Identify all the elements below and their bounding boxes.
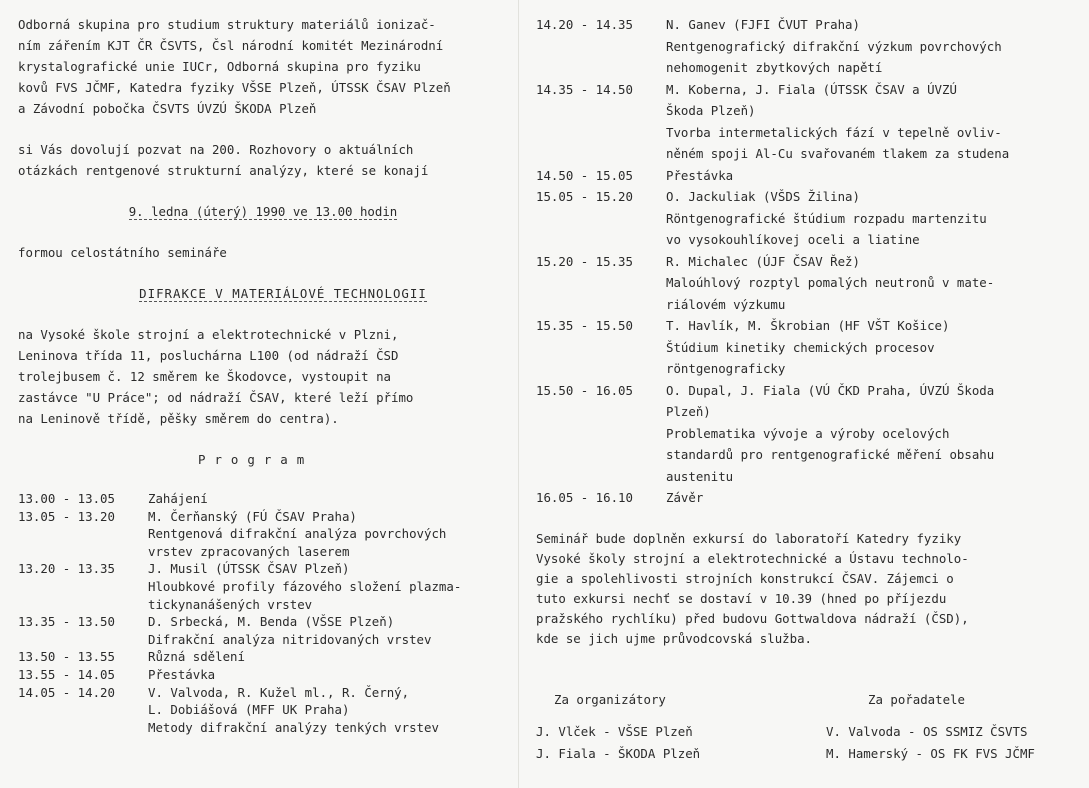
organizers-block <box>536 689 796 765</box>
program-row <box>536 315 1076 337</box>
venue-line: Leninova třída 11, posluchárna L100 (od nádraží ČSD <box>18 348 399 363</box>
program-line: Rentgenová difrakční analýza povrchových <box>148 526 447 542</box>
right-column <box>536 14 1076 765</box>
program-time: 16.05 - 16.10 <box>536 490 633 505</box>
seminar-title: DIFRAKCE V MATERIÁLOVÉ TECHNOLOGII <box>139 286 427 301</box>
program-row <box>18 508 508 526</box>
program-speaker: Přestávka <box>148 666 216 682</box>
program-row <box>536 380 1076 402</box>
program-time: 15.50 - 16.05 <box>536 382 633 398</box>
program-row <box>18 666 508 684</box>
invite-paragraph <box>18 139 508 181</box>
program-time: 14.50 - 15.05 <box>536 167 633 183</box>
program-row <box>536 165 1076 187</box>
program-time: 13.55 - 14.05 <box>18 666 115 682</box>
excursion-line: tuto exkursi nechť se dostaví v 10.39 (hned po příjezdu <box>536 590 947 606</box>
program-speaker: Přestávka <box>666 167 734 183</box>
program-speaker: Závěr <box>666 490 704 505</box>
program-row <box>536 79 1076 101</box>
organizer-signature: J. Fiala - ŠKODA Plzeň <box>536 745 701 761</box>
program-time: 13.20 - 13.35 <box>18 561 115 577</box>
host-signature: V. Valvoda - OS SSMIZ ČSVTS <box>826 723 1028 739</box>
program-line: L. Dobiášová (MFF UK Praha) <box>148 702 350 718</box>
program-time: 13.50 - 13.55 <box>18 649 115 665</box>
hosts-block <box>826 689 1076 765</box>
program-time: 15.05 - 15.20 <box>536 189 633 204</box>
program-line: Rentgenografický difrakční výzkum povrchových <box>666 38 1002 54</box>
program-row <box>536 186 1076 208</box>
fold-divider <box>518 0 519 788</box>
program-speaker: T. Havlík, M. Škrobian (HF VŠT Košice) <box>666 318 950 333</box>
venue-line: trolejbusem č. 12 směrem ke Škodovce, vystoupit na <box>18 369 391 384</box>
program-time: 13.05 - 13.20 <box>18 508 115 524</box>
excursion-line: Seminář bude doplněn exkursí do laboratoří Katedry fyziky <box>536 530 962 546</box>
program-line: Problematika vývoje a výroby ocelových <box>666 425 950 441</box>
program-list-left <box>18 490 508 736</box>
program-line: tickynanášených vrstev <box>148 596 313 612</box>
program-row <box>18 684 508 702</box>
intro-line: kovů FVS JČMF, Katedra fyziky VŠSE Plzeň, ÚTSSK ČSAV Plzeň <box>18 80 451 95</box>
program-line: vo vysokouhlíkovej oceli a liatine <box>666 232 920 247</box>
date-line-wrap <box>18 201 508 222</box>
program-heading: Program <box>198 452 314 467</box>
hosts-heading: Za pořadatele <box>868 691 965 707</box>
program-line: Tvorba intermetalických fází v tepelně ovliv- <box>666 124 1002 140</box>
seminar-title-wrap <box>18 283 508 304</box>
host-signature: M. Hamerský - OS FK FVS JČMF <box>826 745 1035 761</box>
program-line: Maloúhlový rozptyl pomalých neutronů v mate- <box>666 275 995 290</box>
program-time: 13.35 - 13.50 <box>18 614 115 630</box>
excursion-line: Vysoké školy strojní a elektrotechnické a Ústavu technolo- <box>536 550 969 566</box>
program-time: 14.35 - 14.50 <box>536 81 633 97</box>
program-speaker: R. Michalec (ÚJF ČSAV Řež) <box>666 253 860 269</box>
program-line: Difrakční analýza nitridovaných vrstev <box>148 631 432 647</box>
program-row <box>536 251 1076 273</box>
program-speaker: V. Valvoda, R. Kužel ml., R. Černý, <box>148 684 410 700</box>
program-line: Hloubkové profily fázového složení plazma- <box>148 578 462 594</box>
venue-line: na Vysoké škole strojní a elektrotechnické v Plzni, <box>18 327 399 342</box>
program-speaker: D. Srbecká, M. Benda (VŠSE Plzeň) <box>148 614 395 630</box>
form-line: formou celostátního semináře <box>18 245 227 260</box>
program-row <box>536 487 1076 509</box>
program-row <box>18 613 508 631</box>
left-column <box>18 14 508 736</box>
organizer-signature: J. Vlček - VŠSE Plzeň <box>536 723 693 739</box>
program-row <box>18 560 508 578</box>
program-line: něném spoji Al-Cu svařovaném tlakem za studena <box>666 146 1010 161</box>
intro-line: ním zářením KJT ČR ČSVTS, Čsl národní komitét Mezinárodní <box>18 38 444 53</box>
program-line: Röntgenografické štúdium rozpadu martenzitu <box>666 210 987 226</box>
invite-line: si Vás dovolují pozvat na 200. Rozhovory o aktuálních <box>18 142 414 157</box>
program-time: 14.05 - 14.20 <box>18 684 115 700</box>
program-line: Metody difrakční analýzy tenkých vrstev <box>148 719 439 735</box>
program-speaker: N. Ganev (FJFI ČVUT Praha) <box>666 17 860 32</box>
program-speaker: O. Jackuliak (VŠDS Žilina) <box>666 189 860 204</box>
program-line: standardů pro rentgenografické měření obsahu <box>666 447 995 462</box>
program-line: Štúdium kinetiky chemických procesov <box>666 339 935 355</box>
excursion-line: gie a spolehlivosti strojních konstrukcí ČSAV. Zájemci o <box>536 570 954 586</box>
intro-line: krystalografické unie IUCr, Odborná skupina pro fyziku <box>18 59 421 74</box>
organizers-heading: Za organizátory <box>554 691 666 707</box>
program-line: riálovém výzkumu <box>666 296 786 312</box>
program-time: 15.35 - 15.50 <box>536 318 633 333</box>
signatures <box>536 689 1076 765</box>
intro-line: Odborná skupina pro studium struktury materiálů ionizač- <box>18 17 436 32</box>
program-time: 14.20 - 14.35 <box>536 17 633 32</box>
excursion-line: pražského rychlíku) před budovu Gottwaldova nádraží (ČSD), <box>536 610 969 626</box>
excursion-line: kde se jich ujme průvodcovská služba. <box>536 630 813 646</box>
program-speaker: M. Koberna, J. Fiala (ÚTSSK ČSAV a ÚVZÚ <box>666 81 957 97</box>
program-line: röntgenograficky <box>666 361 786 376</box>
program-line: vrstev zpracovaných laserem <box>148 543 350 559</box>
excursion-paragraph <box>536 529 1076 649</box>
invite-line: otázkách rentgenové strukturní analýzy, které se konají <box>18 163 429 178</box>
venue-line: na Leninově třídě, pěšky směrem do centra). <box>18 411 339 426</box>
program-speaker: O. Dupal, J. Fiala (VÚ ČKD Praha, ÚVZÚ Škoda <box>666 382 995 398</box>
venue-paragraph <box>18 324 508 429</box>
program-time: 13.00 - 13.05 <box>18 491 115 506</box>
intro-paragraph <box>18 14 508 119</box>
program-speaker: Zahájení <box>148 491 208 506</box>
program-line: Škoda Plzeň) <box>666 103 756 118</box>
program-row <box>18 490 508 508</box>
date-line: 9. ledna (úterý) 1990 ve 13.00 hodin <box>128 204 398 219</box>
program-time: 15.20 - 15.35 <box>536 253 633 269</box>
program-line: austenitu <box>666 468 734 484</box>
program-row <box>18 648 508 666</box>
program-speaker: M. Čerňanský (FÚ ČSAV Praha) <box>148 508 357 524</box>
program-row <box>536 14 1076 36</box>
venue-line: zastávce "U Práce"; od nádraží ČSAV, které leží přímo <box>18 390 414 405</box>
program-speaker: Různá sdělení <box>148 649 245 665</box>
intro-line: a Závodní pobočka ČSVTS ÚVZÚ ŠKODA Plzeň <box>18 101 317 116</box>
program-list-right <box>536 14 1076 509</box>
program-line: nehomogenit zbytkových napětí <box>666 60 883 75</box>
program-speaker: J. Musil (ÚTSSK ČSAV Plzeň) <box>148 561 350 577</box>
program-line: Plzeň) <box>666 404 711 419</box>
